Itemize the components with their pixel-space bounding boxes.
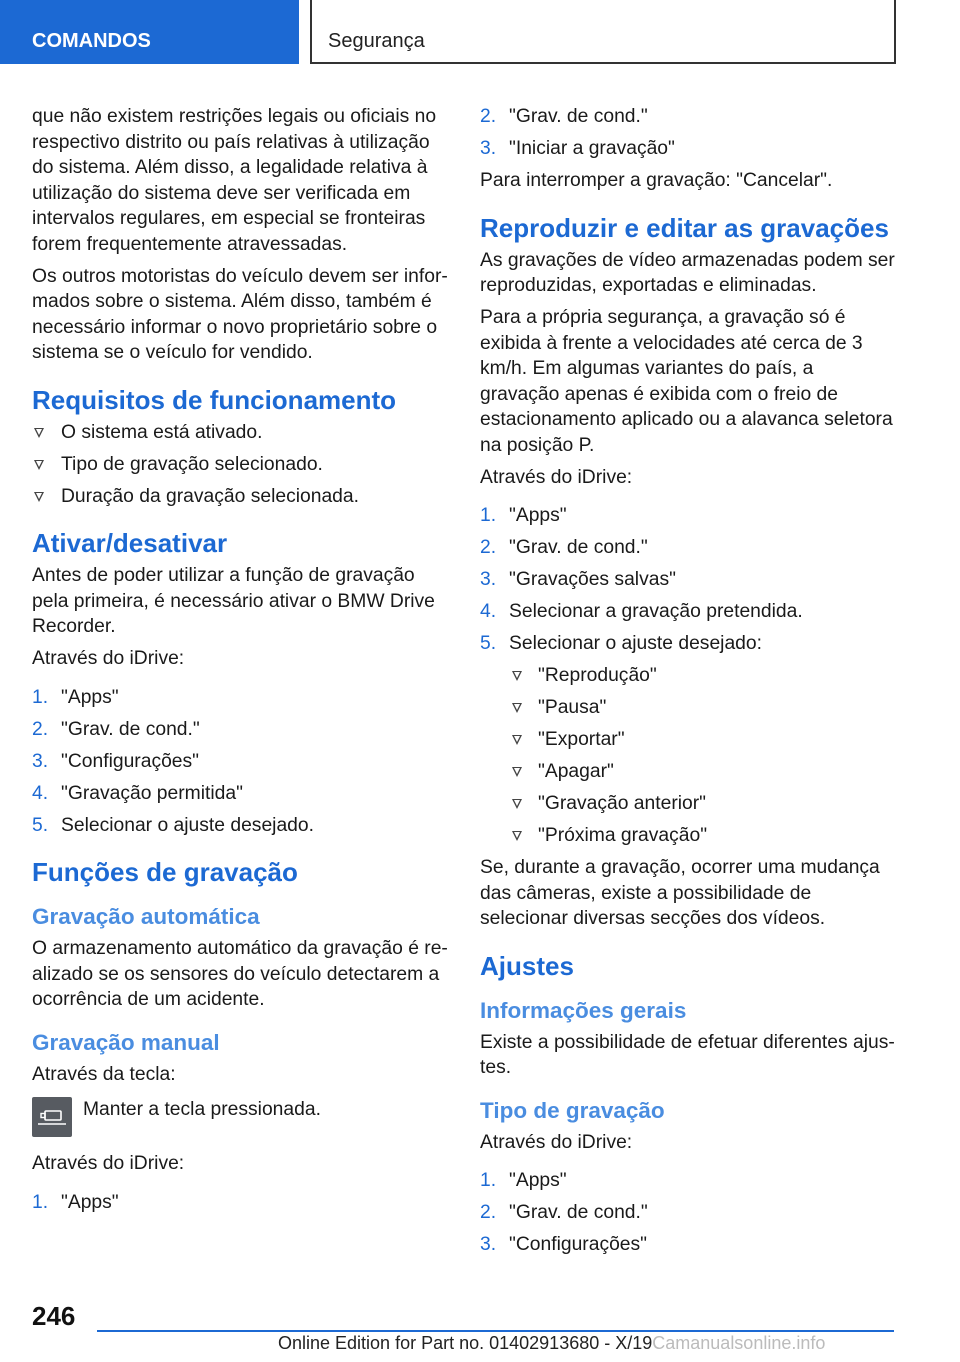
left-column (32, 104, 448, 1222)
page-number: 246 (32, 1301, 76, 1331)
reproduzir-via: Através do iDrive: (480, 466, 633, 488)
reproduzir-paragraph-3: Se, durante a gravação, ocorrer uma mudança das câmeras, existe a possibilidade de selecionar diversas secções dos vídeos. (480, 857, 880, 929)
intro-paragraph-1: que não existem restrições legais ou oficiais no respectivo distrito ou país relativas à utilização do sistema. Além disso, a legalidade relativa à utilização do sistema deve ser verificada em intervalos regulares, em especial se fronteiras forem frequentemente atravessadas. (32, 106, 437, 255)
triangle-bullet-icon (34, 428, 44, 438)
list-item: 5. Selecionar o ajuste desejado. (32, 814, 314, 836)
list-item: 2. "Grav. de cond." (480, 106, 648, 127)
heading-gravacao-automatica: Gravação automática (32, 904, 260, 929)
list-item: Tipo de gravação selecionado. (32, 452, 448, 478)
list-item: 4. Selecionar a gravação pretendida. (480, 601, 803, 622)
manual-tecla: Através da tecla: (32, 1063, 176, 1085)
triangle-bullet-icon (34, 460, 44, 470)
reproduzir-paragraph-1: As gravações de vídeo armazenadas podem ser reproduzidas, exportadas e eliminadas. (480, 249, 895, 296)
list-item: 1. "Apps" (32, 1191, 119, 1213)
list-item: 3. "Configurações" (480, 1234, 648, 1255)
heading-reproduzir: Reproduzir e editar as gravações (480, 212, 889, 243)
manual-steps (32, 1190, 448, 1216)
tipo-steps (480, 1168, 896, 1258)
reproduzir-paragraph-2: Para a própria segurança, a gravação só é exibida à frente a velocidades até cerca de 3 km/h. Em algumas variantes do país, a gravação apenas é exibida com o freio de estacionamento aplicado ou a alavanca seletora na posição P. (480, 307, 893, 456)
right-column (480, 104, 896, 1264)
list-item: 3. "Iniciar a gravação" (480, 138, 675, 159)
watermark: Camanualsonline.info (652, 1333, 826, 1353)
cancel-paragraph: Para interromper a gravação: "Cancelar". (480, 170, 833, 191)
tipo-via: Através do iDrive: (480, 1131, 633, 1153)
chapter-title: Segurança (310, 0, 896, 64)
list-item: 3. "Configurações" (32, 750, 200, 772)
reproduzir-options (480, 663, 896, 849)
triangle-bullet-icon (512, 831, 522, 841)
list-item: 4. "Gravação permitida" (32, 782, 243, 804)
manual-via: Através do iDrive: (32, 1153, 185, 1174)
section-tab: COMANDOS (0, 0, 299, 64)
list-item: 1. "Apps" (480, 1170, 567, 1191)
list-item: 3. "Gravações salvas" (480, 569, 676, 590)
footer-rule (97, 1330, 894, 1332)
list-item: 5. Selecionar o ajuste desejado: (480, 633, 762, 654)
footer-edition: Online Edition for Part no. 01402913680 - X/19Camanualsonline.info (278, 1333, 826, 1353)
list-item: "Gravação anterior" (480, 791, 896, 817)
list-item: Duração da gravação selecionada. (32, 484, 448, 510)
heading-informacoes-gerais: Informações gerais (480, 997, 687, 1023)
heading-tipo-gravacao: Tipo de gravação (480, 1097, 665, 1123)
requisitos-list (32, 420, 448, 510)
list-item: 2. "Grav. de cond." (480, 537, 648, 558)
continued-steps (480, 104, 896, 162)
list-item: O sistema está ativado. (32, 420, 448, 446)
key-instruction (32, 1097, 448, 1137)
list-item: "Exportar" (480, 727, 896, 753)
info-paragraph: Existe a possibilidade de efetuar diferentes ajustes. (480, 1031, 895, 1078)
triangle-bullet-icon (512, 671, 522, 681)
list-item: "Próxima gravação" (480, 823, 896, 849)
ativar-paragraph: Antes de poder utilizar a função de gravação pela primeira, é necessário ativar o BMW Drive Recorder. (32, 565, 435, 637)
ativar-via: Através do iDrive: (32, 648, 185, 669)
intro-paragraph-2: Os outros motoristas do veículo devem ser informados sobre o sistema. Além disso, também é necessário informar o novo proprietário sobre o sistema se o veículo for vendido. (32, 265, 448, 363)
triangle-bullet-icon (512, 767, 522, 777)
heading-funcoes: Funções de gravação (32, 857, 298, 887)
heading-requisitos: Requisitos de funcionamento (32, 384, 397, 415)
list-item: "Pausa" (480, 695, 896, 721)
list-item: 1. "Apps" (480, 505, 567, 526)
triangle-bullet-icon (34, 492, 44, 502)
list-item: 2. "Grav. de cond." (480, 1202, 648, 1223)
heading-ativar: Ativar/desativar (32, 528, 228, 558)
ativar-steps (32, 685, 448, 839)
list-item: 1. "Apps" (32, 686, 119, 708)
list-item: "Reprodução" (480, 663, 896, 689)
triangle-bullet-icon (512, 735, 522, 745)
reproduzir-steps (480, 503, 896, 657)
list-item: "Apagar" (480, 759, 896, 785)
list-item: 2. "Grav. de cond." (32, 718, 200, 740)
heading-ajustes: Ajustes (480, 950, 574, 981)
auto-paragraph: O armazenamento automático da gravação é realizado se os sensores do veículo detectarem a ocorrência de um acidente. (32, 938, 448, 1010)
camera-key-icon (32, 1097, 72, 1137)
heading-gravacao-manual: Gravação manual (32, 1029, 220, 1055)
triangle-bullet-icon (512, 703, 522, 713)
manual-key-text: Manter a tecla pressionada. (83, 1099, 321, 1120)
triangle-bullet-icon (512, 799, 522, 809)
